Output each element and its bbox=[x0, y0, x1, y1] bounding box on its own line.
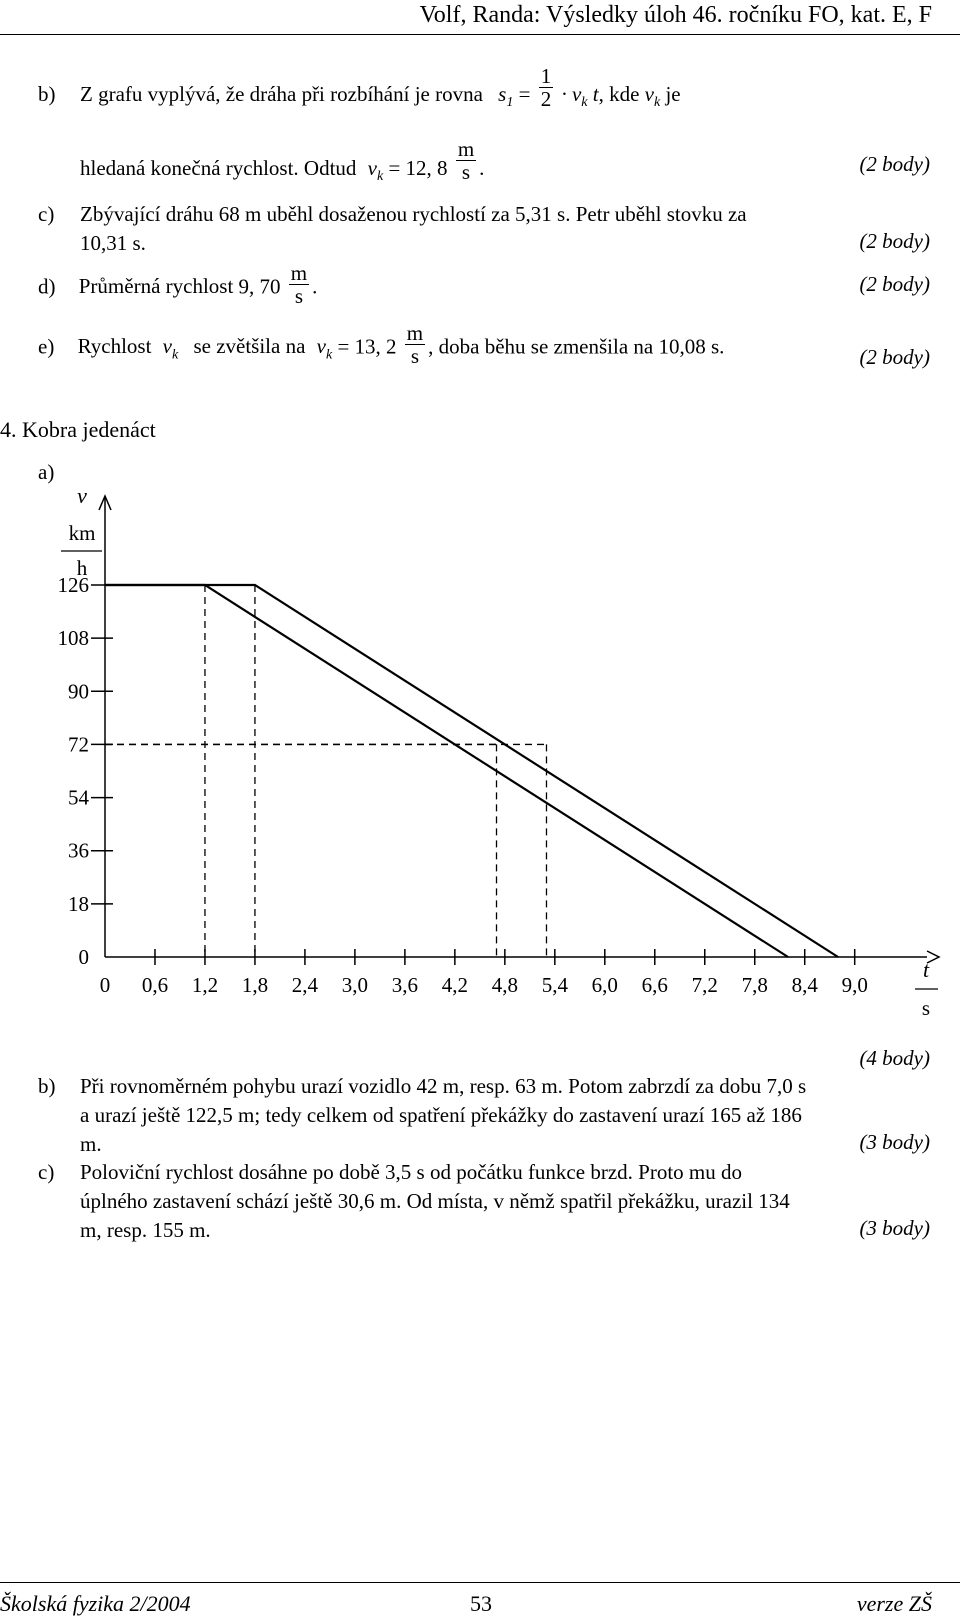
points-c-prev: (2 body) bbox=[859, 229, 930, 253]
item-c-prev bbox=[38, 200, 878, 260]
fraction-half bbox=[539, 65, 554, 110]
formula-s-sub: 1 bbox=[506, 95, 514, 111]
line2-value: = 12, 8 bbox=[388, 156, 448, 180]
x-tick-label: 3,6 bbox=[391, 973, 419, 997]
text-b: Při rovnoměrném pohybu urazí vozidlo 42 m, resp. 63 m. Potom zabrzdí za dobu 7,0 s a urazí ještě 122,5 m; tedy celkem od spatření překážky do zastavení urazí 165 až 186 m. bbox=[80, 1074, 807, 1156]
chart-lines bbox=[105, 585, 838, 957]
x-tick-label: 0,6 bbox=[141, 973, 169, 997]
points-c: (3 body) bbox=[859, 1216, 930, 1240]
unit-e bbox=[405, 322, 425, 367]
text-d-prev: Průměrná rychlost bbox=[78, 274, 234, 299]
y-tick-label: 72 bbox=[68, 732, 89, 757]
chart-guides bbox=[105, 585, 546, 957]
formula-s: s bbox=[498, 82, 507, 106]
b-prev-line2 bbox=[80, 136, 485, 185]
item-d-prev bbox=[38, 261, 318, 309]
task4-a-label: a) bbox=[38, 460, 55, 484]
formula-v-sub: k bbox=[581, 95, 588, 111]
b-prev-text: Z grafu vyplývá, že dráha při rozbíhání je rovna bbox=[80, 82, 483, 106]
line2-v-sub: k bbox=[377, 169, 384, 185]
page-footer bbox=[0, 1582, 960, 1614]
text-e1: Rychlost bbox=[77, 334, 152, 359]
x-tick-label: 8,4 bbox=[791, 973, 818, 997]
b-prev-line1 bbox=[80, 63, 681, 111]
label-b-prev: b) bbox=[38, 82, 56, 106]
line2-v: v bbox=[367, 156, 377, 180]
chart-ticks bbox=[91, 585, 855, 965]
item-b-prev-line1 bbox=[38, 63, 681, 111]
unit-e-num: m bbox=[406, 321, 424, 345]
y-unit-num: km bbox=[68, 521, 96, 545]
e-v2-sub: k bbox=[325, 347, 333, 363]
velocity-time-chart bbox=[0, 470, 960, 1020]
text-e3: , doba běhu se zmenšila na 10,08 s. bbox=[428, 334, 725, 359]
x-tick-label: 3,0 bbox=[341, 973, 369, 997]
e-v: v bbox=[162, 334, 172, 359]
x-tick-label: 9,0 bbox=[841, 973, 868, 997]
x-tick-label: 7,8 bbox=[741, 973, 768, 997]
y-tick-label: 18 bbox=[68, 891, 89, 916]
unit-d-den: s bbox=[289, 284, 309, 307]
text-c-prev: Zbývající dráhu 68 m uběhl dosaženou rychlostí za 5,31 s. Petr uběhl stovku za 10,31 s. bbox=[80, 202, 747, 255]
points-d-prev: (2 body) bbox=[859, 272, 930, 296]
y-tick-label: 108 bbox=[57, 626, 89, 651]
points-b-prev: (2 body) bbox=[859, 152, 930, 176]
unit-d-num: m bbox=[290, 261, 308, 285]
footer-version: verze ZŠ bbox=[856, 1591, 932, 1616]
footer-journal: Školská fyzika 2/2004 bbox=[0, 1591, 191, 1616]
y-tick-label: 36 bbox=[68, 838, 89, 863]
formula-kde: , kde bbox=[598, 82, 640, 106]
end-d-prev: . bbox=[312, 274, 318, 299]
formula-je: je bbox=[665, 82, 681, 106]
frac-den: 2 bbox=[540, 86, 552, 111]
formula-vk-sub: k bbox=[654, 95, 661, 111]
label-c-prev: c) bbox=[38, 202, 55, 226]
text-c: Poloviční rychlost dosáhne po době 3,5 s od počátku funkce brzd. Proto mu do úplného zastavení schází ještě 30,6 m. Od místa, v němž spatřil překážku, urazil 134 m, resp. 155 m. bbox=[80, 1160, 790, 1242]
x-tick-label: 0 bbox=[99, 973, 111, 997]
item-e-prev bbox=[38, 321, 725, 369]
unit-m-s bbox=[456, 138, 476, 183]
value-e: = 13, 2 bbox=[337, 334, 397, 359]
x-tick-label: 6,6 bbox=[641, 973, 668, 997]
b-prev-line2-text: hledaná konečná rychlost. Odtud bbox=[80, 156, 357, 180]
x-tick-label: 4,8 bbox=[491, 973, 518, 997]
unit-den: s bbox=[456, 160, 476, 183]
value-d-prev: 9, 70 bbox=[238, 274, 281, 299]
label-d-prev: d) bbox=[38, 274, 56, 299]
label-c: c) bbox=[38, 1160, 55, 1184]
x-tick-label: 4,2 bbox=[441, 973, 468, 997]
unit-num: m bbox=[457, 136, 475, 161]
footer-page-number: 53 bbox=[470, 1591, 492, 1616]
points-b: (3 body) bbox=[859, 1130, 930, 1154]
formula-v: · v bbox=[561, 82, 582, 106]
x-tick-label: 2,4 bbox=[291, 973, 319, 997]
formula-eq: = bbox=[518, 82, 531, 106]
formula-vk: v bbox=[644, 82, 654, 106]
y-axis-label: v bbox=[77, 483, 87, 508]
y-tick-label: 0 bbox=[78, 945, 89, 969]
frac-num: 1 bbox=[540, 63, 552, 88]
chart-labels bbox=[58, 483, 939, 1020]
y-tick-label: 90 bbox=[68, 679, 89, 704]
e-v2: v bbox=[316, 334, 326, 359]
page-header bbox=[0, 0, 960, 35]
text-e2: se zvětšila na bbox=[193, 334, 306, 359]
label-b: b) bbox=[38, 1074, 56, 1098]
x-tick-label: 1,8 bbox=[241, 973, 269, 997]
y-tick-label: 126 bbox=[57, 573, 89, 597]
points-a: (4 body) bbox=[859, 1046, 930, 1070]
x-unit: s bbox=[921, 996, 931, 1020]
series-line-2 bbox=[105, 585, 838, 957]
header-title: Volf, Randa: Výsledky úloh 46. ročníku FO, kat. E, F bbox=[419, 2, 932, 28]
series-line-1 bbox=[105, 585, 788, 957]
y-unit-den: h bbox=[76, 556, 88, 580]
formula-t: t bbox=[592, 82, 599, 106]
line2-end: . bbox=[479, 156, 485, 180]
chart-axes bbox=[99, 496, 939, 963]
x-tick-label: 6,0 bbox=[591, 973, 618, 997]
label-e-prev: e) bbox=[38, 334, 55, 359]
e-v-sub: k bbox=[171, 347, 179, 363]
x-axis-label: t bbox=[922, 957, 930, 982]
y-tick-label: 54 bbox=[68, 785, 89, 810]
x-tick-label: 1,2 bbox=[191, 973, 219, 997]
unit-d-prev bbox=[289, 262, 309, 307]
item-c bbox=[38, 1158, 878, 1248]
points-e-prev: (2 body) bbox=[859, 345, 930, 369]
x-tick-label: 5,4 bbox=[541, 973, 568, 997]
task4-title: 4. Kobra jedenáct bbox=[0, 417, 156, 442]
x-tick-label: 7,2 bbox=[691, 973, 718, 997]
item-b bbox=[38, 1072, 878, 1162]
unit-e-den: s bbox=[405, 344, 425, 367]
